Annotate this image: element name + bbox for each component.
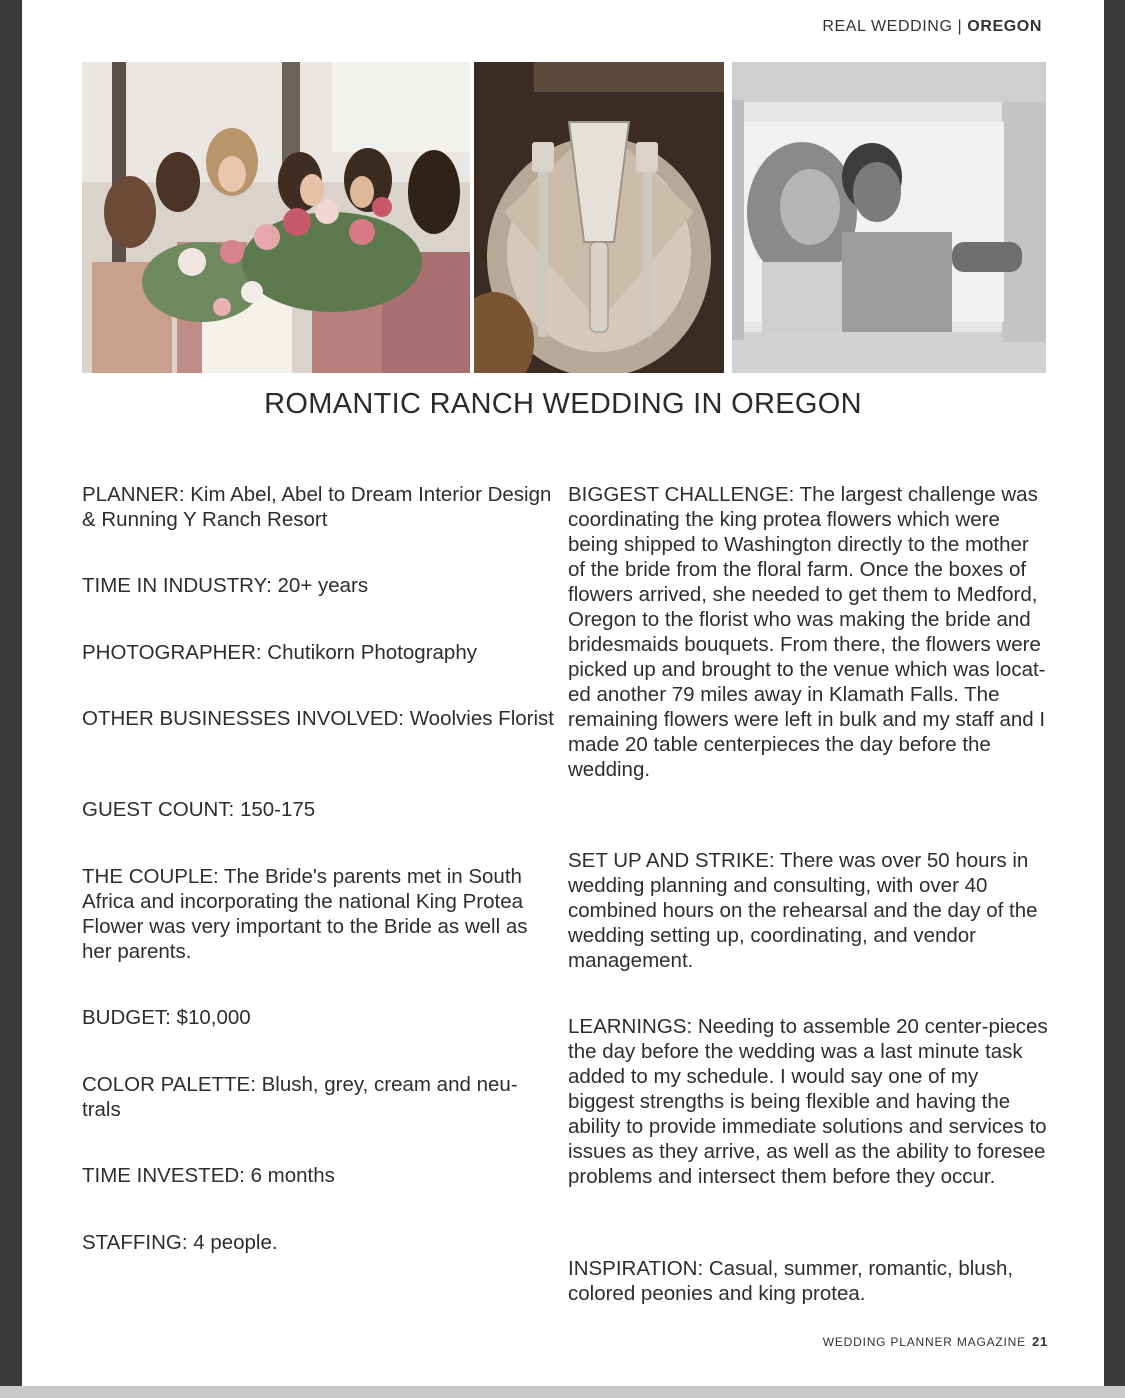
- color-palette-detail: COLOR PALETTE: Blush, grey, cream and neu-trals: [82, 1073, 518, 1121]
- article-title: ROMANTIC RANCH WEDDING IN OREGON: [264, 388, 862, 420]
- planner-detail: PLANNER: Kim Abel, Abel to Dream Interior Design & Running Y Ranch Resort: [82, 483, 552, 531]
- budget-detail: BUDGET: $10,000: [82, 1006, 251, 1029]
- section-header: [822, 18, 1042, 36]
- cake-server-forks-photo: [474, 62, 724, 373]
- header-separator: |: [957, 18, 963, 35]
- guest-count-detail: GUEST COUNT: 150-175: [82, 798, 316, 821]
- other-businesses-detail: OTHER BUSINESSES INVOLVED: Woolvies Florist: [82, 707, 554, 730]
- couple-in-car-photo: [732, 62, 1046, 373]
- section-label: REAL WEDDING: [822, 18, 953, 35]
- photographer-detail: PHOTOGRAPHER: Chutikorn Photography: [82, 641, 477, 664]
- time-in-industry-detail: TIME IN INDUSTRY: 20+ years: [82, 574, 369, 597]
- couple-detail: THE COUPLE: The Bride's parents met in South Africa and incorporating the national King Protea Flower was very important to the Bride as well as her parents.: [82, 865, 528, 963]
- time-invested-detail: TIME INVESTED: 6 months: [82, 1164, 335, 1187]
- bridesmaids-bouquet-photo: [82, 62, 470, 373]
- magazine-page: [22, 0, 1104, 1386]
- magazine-name: WEDDING PLANNER MAGAZINE: [822, 1335, 1026, 1349]
- page-footer: [823, 1334, 1048, 1349]
- biggest-challenge-detail: BIGGEST CHALLENGE: The largest challenge was coordinating the king protea flowers which were being shipped to Washington directly to the mother of the bride from the floral farm. Once the boxes of flowers arrived, she needed to get them to Medford, Oregon to the florist who was making the bride and bridesmaids bouquets. From there, the flowers were picked up and brought to the venue which was locat-ed another 79 miles away in Klamath Falls. The remaining flowers were left in bulk and my staff and I made 20 table centerpieces the day before the wedding.: [568, 483, 1046, 781]
- learnings-detail: LEARNINGS: Needing to assemble 20 center-pieces the day before the wedding was a last minute task added to my schedule. I would say one of my biggest strengths is being flexible and having the ability to provide immediate solutions and services to issues as they arrive, as well as the ability to foresee problems and intersect them before they occur.: [568, 1015, 1048, 1188]
- staffing-detail: STAFFING: 4 people.: [82, 1231, 278, 1254]
- section-location: OREGON: [967, 18, 1042, 35]
- inspiration-detail: INSPIRATION: Casual, summer, romantic, blush, colored peonies and king protea.: [568, 1257, 1014, 1305]
- page-number: 21: [1031, 1334, 1048, 1349]
- bottom-edge: [0, 1386, 1125, 1398]
- setup-strike-detail: SET UP AND STRIKE: There was over 50 hours in wedding planning and consulting, with over 40 combined hours on the rehearsal and the day of the wedding setting up, coordinating, and vendor management.: [568, 849, 1038, 972]
